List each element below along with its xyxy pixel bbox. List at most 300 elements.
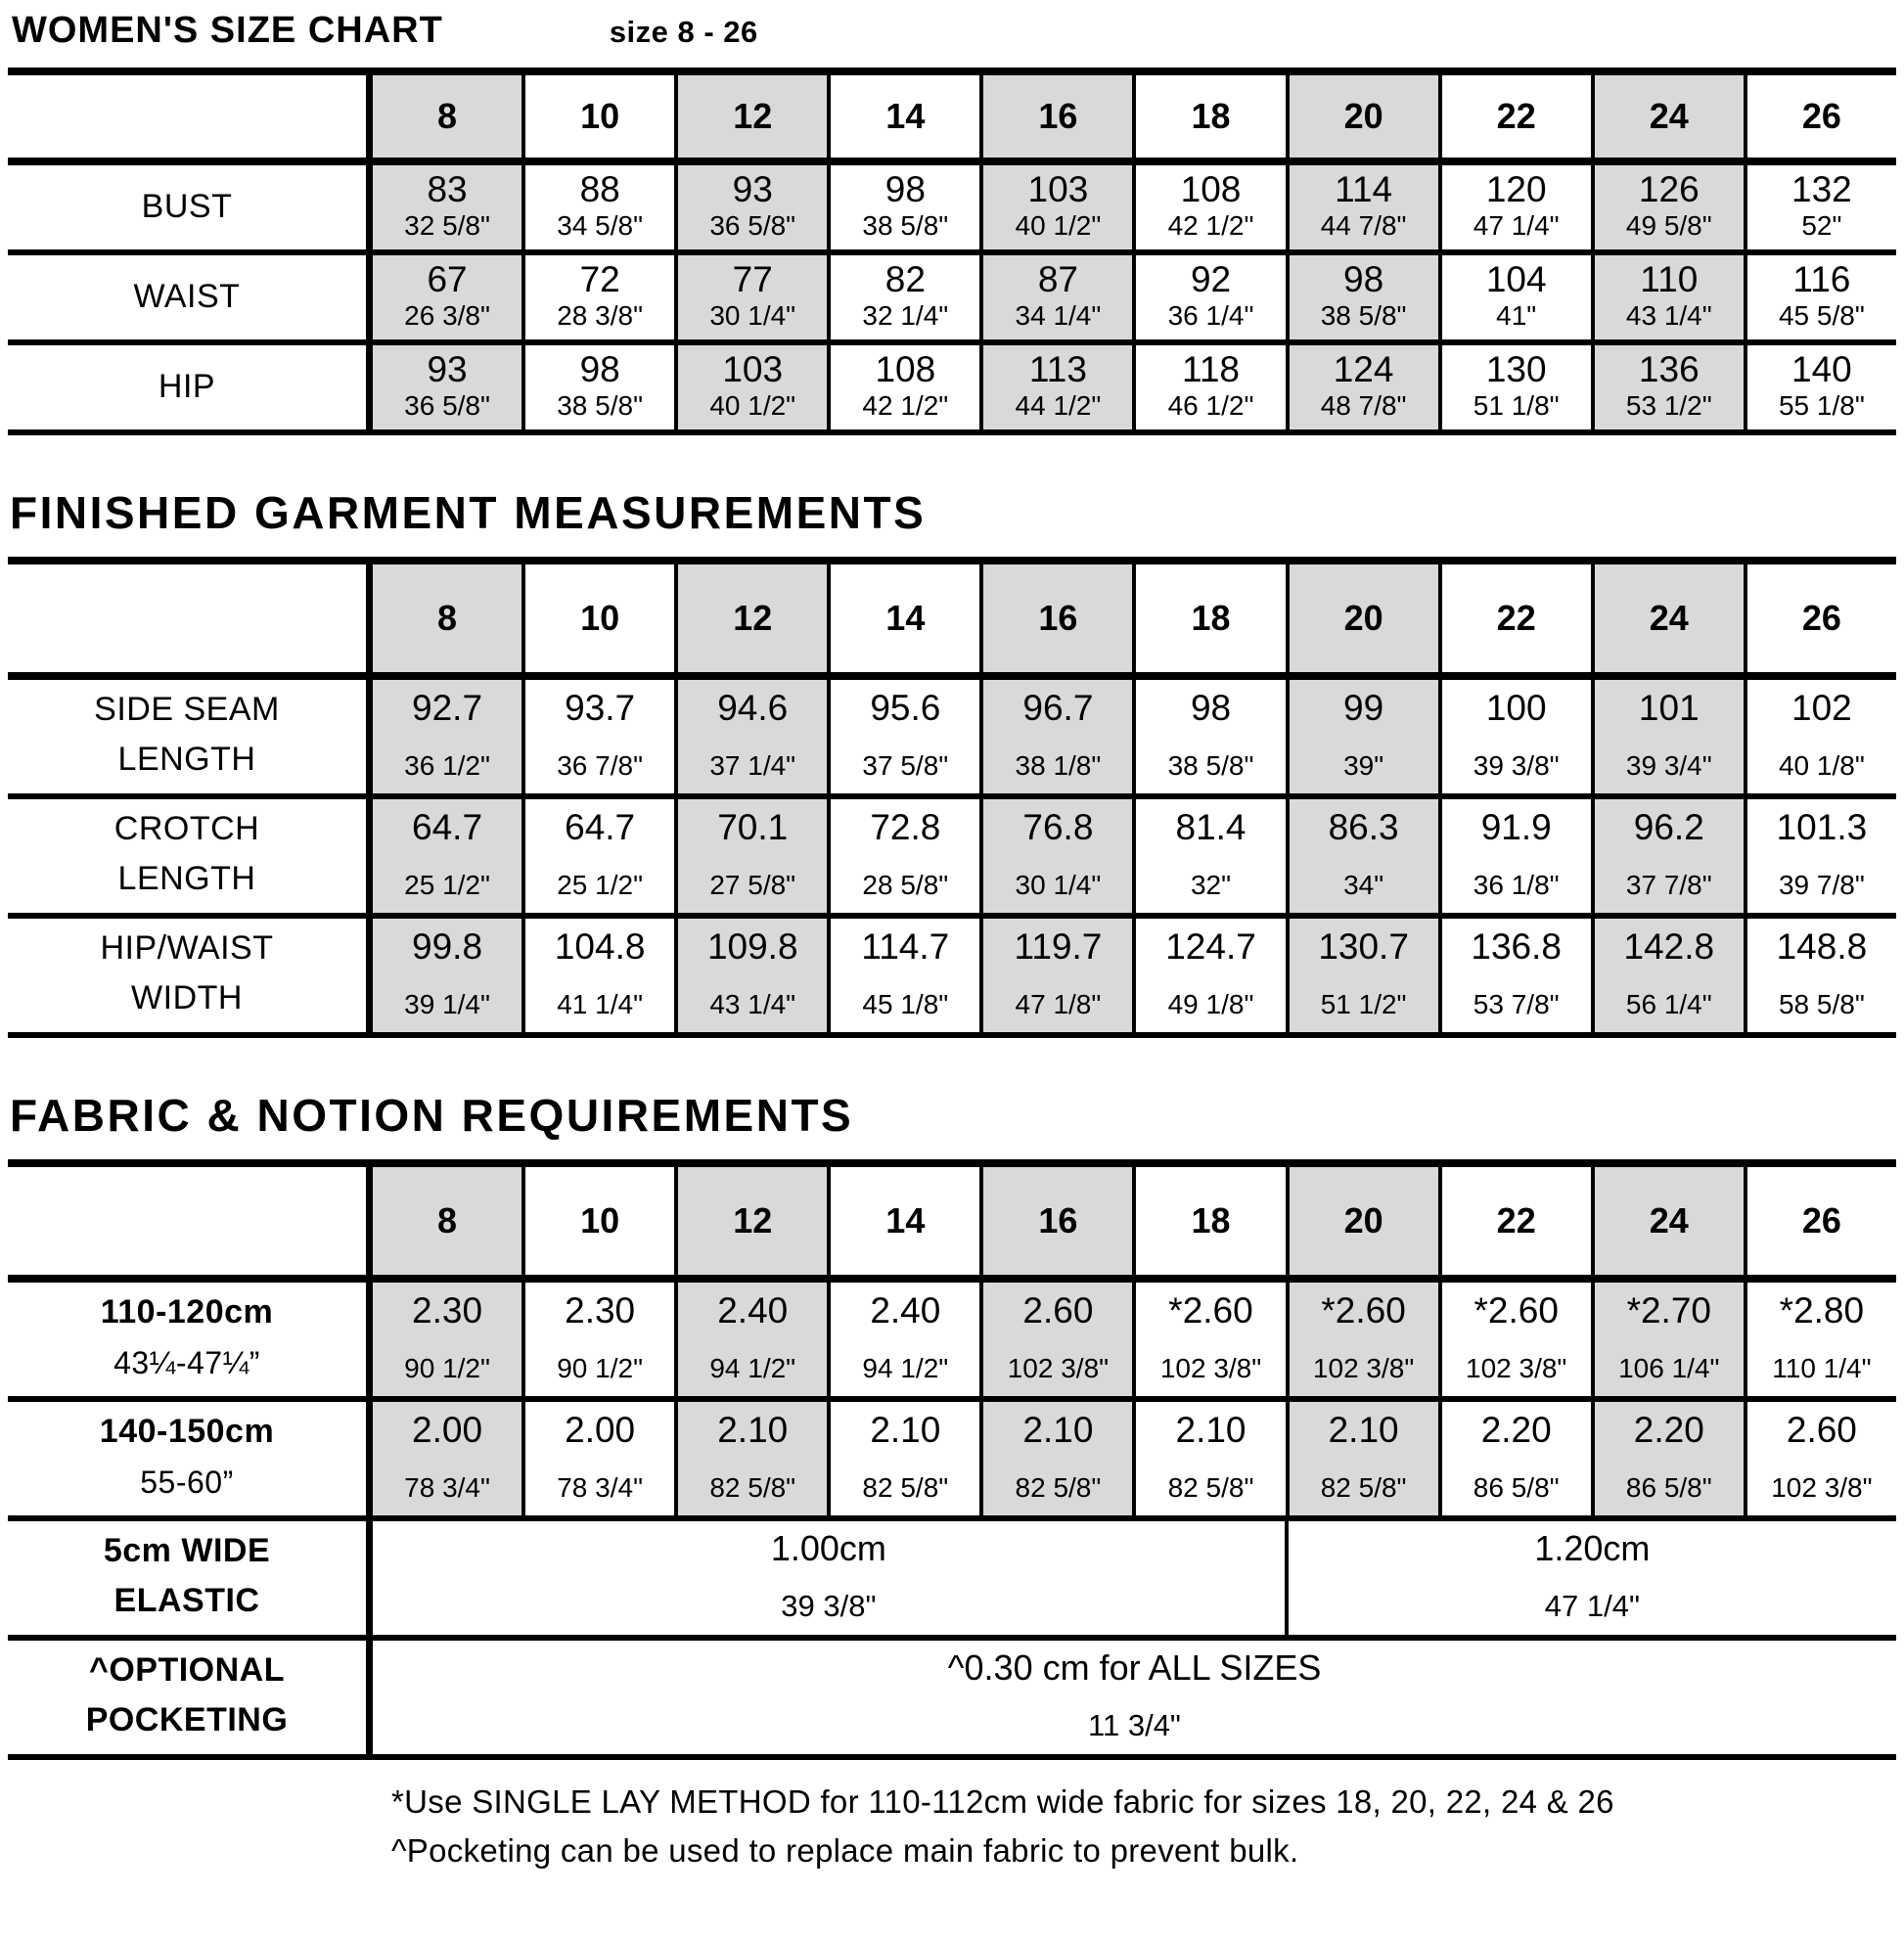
measurement-cell xyxy=(521,799,674,913)
measurement-cell xyxy=(1591,255,1744,339)
size-column-header-14 xyxy=(827,564,979,672)
row-label-cell xyxy=(8,255,366,339)
measurement-cell xyxy=(366,345,521,429)
metric-value: *2.60 xyxy=(1168,1290,1253,1331)
size-column-header-20 xyxy=(1286,564,1438,672)
row-label-inches-range: 55-60” xyxy=(140,1464,234,1500)
measurement-cell xyxy=(827,680,979,793)
row-label-elastic: ELASTIC xyxy=(113,1581,260,1619)
metric-value: 130 xyxy=(1485,349,1547,389)
measurement-cell xyxy=(674,165,827,249)
size-column-header-26 xyxy=(1744,564,1896,672)
document-header xyxy=(12,10,1896,52)
metric-value: 104.8 xyxy=(554,926,646,967)
metric-value: 103 xyxy=(1027,169,1089,209)
measurement-cell xyxy=(1132,680,1285,793)
imperial-value: 27 5/8" xyxy=(709,870,796,900)
metric-value: 81.4 xyxy=(1175,807,1247,847)
imperial-value: 37 1/4" xyxy=(709,750,796,781)
metric-value: 104 xyxy=(1485,259,1547,299)
size-column-header-8 xyxy=(366,75,521,158)
waist-row xyxy=(8,255,1896,345)
imperial-value: 45 1/8" xyxy=(862,989,949,1019)
imperial-value: 38 5/8" xyxy=(862,210,949,241)
measurement-cell xyxy=(521,255,674,339)
row-label-cell xyxy=(8,1641,366,1754)
measurement-cell xyxy=(827,919,979,1032)
row-label-bust: BUST xyxy=(141,188,233,226)
row-label-length: LENGTH xyxy=(117,859,256,897)
metric-value: 72 xyxy=(579,259,620,299)
metric-value: 119.7 xyxy=(1014,926,1103,967)
measurement-cell xyxy=(1438,345,1591,429)
measurement-cell xyxy=(1438,1283,1591,1396)
row-label-hip: HIP xyxy=(158,368,216,406)
size-label: 8 xyxy=(437,1200,458,1241)
imperial-value: 30 1/4" xyxy=(1015,870,1102,900)
imperial-value: 47 1/4" xyxy=(1473,210,1560,241)
metric-value: 82 xyxy=(884,259,926,299)
imperial-value: 39" xyxy=(1343,750,1384,781)
size-label: 16 xyxy=(1038,1200,1078,1241)
size-header-row xyxy=(8,564,1896,680)
measurement-cell xyxy=(1744,1402,1896,1515)
measurement-cell xyxy=(1438,1402,1591,1515)
metric-value: 70.1 xyxy=(717,807,789,847)
measurement-cell xyxy=(979,255,1132,339)
measurement-cell xyxy=(1286,345,1438,429)
row-label-crotch: CROTCH xyxy=(113,810,260,847)
elastic-row xyxy=(8,1521,1896,1641)
size-column-header-12 xyxy=(674,1167,827,1275)
size-label: 18 xyxy=(1191,1200,1231,1241)
measurement-cell xyxy=(1591,1402,1744,1515)
size-label: 22 xyxy=(1496,1200,1536,1241)
metric-value: 2.10 xyxy=(1328,1410,1399,1450)
imperial-value: 36 1/4" xyxy=(1167,300,1254,331)
metric-value: 2.30 xyxy=(565,1290,636,1331)
measurement-cell xyxy=(979,799,1132,913)
imperial-value: 49 5/8" xyxy=(1625,210,1712,241)
metric-value: 77 xyxy=(732,259,773,299)
finished-garment-heading: FINISHED GARMENT MEASUREMENTS xyxy=(10,487,927,538)
measurement-cell xyxy=(366,1283,521,1396)
imperial-value: 38 5/8" xyxy=(1167,750,1254,781)
measurement-cell xyxy=(1744,919,1896,1032)
metric-value: 130.7 xyxy=(1318,926,1409,967)
imperial-value: 36 5/8" xyxy=(404,390,490,421)
metric-value: 95.6 xyxy=(870,688,941,728)
metric-value: 118 xyxy=(1182,349,1241,389)
measurement-cell xyxy=(1438,165,1591,249)
measurement-cell xyxy=(979,1402,1132,1515)
bust-row xyxy=(8,165,1896,255)
metric-value: 92.7 xyxy=(412,688,483,728)
optional-pocketing-row xyxy=(8,1641,1896,1760)
imperial-value: 90 1/2" xyxy=(404,1353,490,1383)
footnote-single-lay-method: *Use SINGLE LAY METHOD for 110-112cm wide fabric for sizes 18, 20, 22, 24 & 26 xyxy=(391,1783,1614,1820)
size-column-header-22 xyxy=(1438,75,1591,158)
size-column-header-26 xyxy=(1744,75,1896,158)
measurement-cell xyxy=(366,799,521,913)
metric-value: 113 xyxy=(1028,349,1087,389)
imperial-value: 36 7/8" xyxy=(557,750,644,781)
metric-value: 120 xyxy=(1485,169,1547,209)
metric-value: 2.60 xyxy=(1022,1290,1094,1331)
size-column-header-10 xyxy=(521,75,674,158)
row-label-cell xyxy=(8,919,366,1032)
imperial-value: 49 1/8" xyxy=(1167,989,1254,1019)
imperial-value: 52" xyxy=(1801,210,1842,241)
metric-value: 132 xyxy=(1791,169,1852,209)
row-label-waist: WAIST xyxy=(133,278,241,316)
metric-value: 2.40 xyxy=(870,1290,941,1331)
measurement-cell xyxy=(366,919,521,1032)
size-label: 12 xyxy=(733,1200,773,1241)
measurement-cell xyxy=(1132,345,1285,429)
imperial-value: 102 3/8" xyxy=(1159,1353,1262,1383)
measurement-cell xyxy=(1591,345,1744,429)
imperial-value: 48 7/8" xyxy=(1320,390,1407,421)
row-label-5cm-wide: 5cm WIDE xyxy=(103,1532,271,1569)
measurement-cell xyxy=(674,919,827,1032)
measurement-cell xyxy=(1132,919,1285,1032)
imperial-value: 78 3/4" xyxy=(404,1472,490,1503)
metric-value: 92 xyxy=(1190,259,1232,299)
size-column-header-24 xyxy=(1591,564,1744,672)
row-label-inches-range: 43¼-47¼” xyxy=(113,1344,260,1380)
size-column-header-14 xyxy=(827,1167,979,1275)
measurement-cell xyxy=(979,165,1132,249)
imperial-value: 39 3/8" xyxy=(1473,750,1560,781)
metric-value: *2.60 xyxy=(1321,1290,1406,1331)
size-column-header-18 xyxy=(1132,75,1285,158)
imperial-value: 55 1/8" xyxy=(1778,390,1865,421)
row-label-cell xyxy=(8,1283,366,1396)
size-header-row xyxy=(8,75,1896,165)
imperial-value: 36 1/8" xyxy=(1473,870,1560,900)
imperial-value: 53 7/8" xyxy=(1473,989,1560,1019)
measurement-cell xyxy=(521,680,674,793)
metric-value: 103 xyxy=(722,349,784,389)
imperial-value: 78 3/4" xyxy=(557,1472,644,1503)
row-label-cell xyxy=(8,1521,366,1635)
size-label: 14 xyxy=(885,1200,926,1241)
metric-value: 67 xyxy=(427,259,468,299)
header-corner-cell xyxy=(8,1167,366,1275)
imperial-value: 39 7/8" xyxy=(1778,870,1865,900)
measurement-cell xyxy=(1286,1283,1438,1396)
footnotes xyxy=(8,1778,1896,1874)
measurement-cell xyxy=(366,1402,521,1515)
measurement-cell xyxy=(1744,255,1896,339)
header-corner-cell xyxy=(8,75,366,158)
size-column-header-18 xyxy=(1132,564,1285,672)
size-column-header-14 xyxy=(827,75,979,158)
imperial-value: 26 3/8" xyxy=(404,300,490,331)
imperial-value: 102 3/8" xyxy=(1771,1472,1873,1503)
fabric-notion-table xyxy=(8,1159,1896,1760)
metric-value: 1.20cm xyxy=(1534,1528,1651,1568)
measurement-cell xyxy=(1132,165,1285,249)
imperial-value: 106 1/4" xyxy=(1618,1353,1720,1383)
row-label-hip-waist: HIP/WAIST xyxy=(100,929,274,967)
metric-value: 142.8 xyxy=(1623,926,1715,967)
measurement-cell xyxy=(1286,799,1438,913)
size-label: 16 xyxy=(1038,96,1078,136)
size-label: 26 xyxy=(1801,598,1841,638)
size-column-header-24 xyxy=(1591,1167,1744,1275)
measurement-cell xyxy=(674,1283,827,1396)
metric-value: 124 xyxy=(1333,349,1394,389)
imperial-value: 42 1/2" xyxy=(1167,210,1254,241)
imperial-value: 25 1/2" xyxy=(404,870,490,900)
imperial-value: 82 5/8" xyxy=(862,1472,949,1503)
footnote-pocketing-note: ^Pocketing can be used to replace main fabric to prevent bulk. xyxy=(391,1831,1299,1869)
measurement-cell xyxy=(1744,680,1896,793)
metric-value: 100 xyxy=(1485,688,1547,728)
size-column-header-16 xyxy=(979,75,1132,158)
fabric-110-120cm-row xyxy=(8,1283,1896,1402)
size-header-row xyxy=(8,1167,1896,1283)
metric-value: 116 xyxy=(1792,259,1851,299)
metric-value: 2.10 xyxy=(870,1410,941,1450)
metric-value: 2.00 xyxy=(565,1410,636,1450)
row-label-110-120cm: 110-120cm xyxy=(100,1293,274,1331)
measurement-cell xyxy=(521,1402,674,1515)
imperial-value: 25 1/2" xyxy=(557,870,644,900)
size-label: 8 xyxy=(437,598,458,638)
metric-value: 93 xyxy=(427,349,468,389)
size-label: 24 xyxy=(1649,96,1689,136)
metric-value: 93 xyxy=(732,169,773,209)
metric-value: 96.7 xyxy=(1022,688,1094,728)
imperial-value: 36 5/8" xyxy=(709,210,796,241)
measurement-cell xyxy=(979,919,1132,1032)
metric-value: 76.8 xyxy=(1022,807,1094,847)
fabric-140-150cm-row xyxy=(8,1402,1896,1521)
imperial-value: 47 1/4" xyxy=(1544,1589,1640,1623)
size-column-header-22 xyxy=(1438,564,1591,672)
imperial-value: 42 1/2" xyxy=(862,390,949,421)
size-label: 12 xyxy=(733,96,773,136)
row-label-pocketing: POCKETING xyxy=(85,1700,289,1738)
metric-value: 136 xyxy=(1638,349,1700,389)
measurement-cell xyxy=(1744,799,1896,913)
measurement-cell xyxy=(1744,1283,1896,1396)
imperial-value: 38 5/8" xyxy=(557,390,644,421)
imperial-value: 38 5/8" xyxy=(1320,300,1407,331)
measurement-cell xyxy=(1286,255,1438,339)
measurement-cell xyxy=(1591,799,1744,913)
finished-garment-table xyxy=(8,557,1896,1038)
header-corner-cell xyxy=(8,564,366,672)
row-label-optional: ^OPTIONAL xyxy=(88,1651,286,1689)
measurement-cell xyxy=(1744,165,1896,249)
metric-value: 2.10 xyxy=(1175,1410,1247,1450)
imperial-value: 94 1/2" xyxy=(709,1353,796,1383)
imperial-value: 38 1/8" xyxy=(1015,750,1102,781)
metric-value: 2.10 xyxy=(717,1410,789,1450)
metric-value: *2.80 xyxy=(1779,1290,1865,1331)
metric-value: 101 xyxy=(1638,688,1700,728)
imperial-value: 32" xyxy=(1190,870,1232,900)
imperial-value: 56 1/4" xyxy=(1625,989,1712,1019)
size-label: 22 xyxy=(1496,96,1536,136)
size-label: 24 xyxy=(1649,1200,1689,1241)
metric-value: 98 xyxy=(1190,688,1232,728)
metric-value: 148.8 xyxy=(1776,926,1868,967)
measurement-cell xyxy=(827,345,979,429)
row-label-cell xyxy=(8,345,366,429)
imperial-value: 40 1/2" xyxy=(709,390,796,421)
elastic-value-sizes-8-18 xyxy=(366,1521,1285,1635)
row-label-cell xyxy=(8,165,366,249)
size-column-header-22 xyxy=(1438,1167,1591,1275)
size-column-header-12 xyxy=(674,564,827,672)
size-range-subtitle: size 8 - 26 xyxy=(609,15,758,49)
metric-value: *2.70 xyxy=(1626,1290,1711,1331)
measurement-cell xyxy=(827,255,979,339)
metric-value: 2.40 xyxy=(717,1290,789,1331)
measurement-cell xyxy=(1591,680,1744,793)
row-label-cell xyxy=(8,799,366,913)
measurement-cell xyxy=(366,165,521,249)
metric-value: 2.20 xyxy=(1633,1410,1704,1450)
size-label: 10 xyxy=(580,598,620,638)
size-label: 10 xyxy=(580,1200,620,1241)
imperial-value: 102 3/8" xyxy=(1466,1353,1567,1383)
hip-row xyxy=(8,345,1896,435)
size-label: 10 xyxy=(580,96,620,136)
metric-value: 72.8 xyxy=(870,807,941,847)
metric-value: 101.3 xyxy=(1776,807,1868,847)
metric-value: 109.8 xyxy=(706,926,798,967)
elastic-value-sizes-20-26 xyxy=(1285,1521,1896,1635)
row-label-140-150cm: 140-150cm xyxy=(99,1413,275,1450)
imperial-value: 34" xyxy=(1343,870,1384,900)
size-column-header-24 xyxy=(1591,75,1744,158)
imperial-value: 86 5/8" xyxy=(1473,1472,1560,1503)
imperial-value: 39 3/4" xyxy=(1625,750,1712,781)
measurement-cell xyxy=(1591,1283,1744,1396)
imperial-value: 40 1/8" xyxy=(1778,750,1865,781)
metric-value: 1.00cm xyxy=(770,1528,886,1568)
size-label: 14 xyxy=(885,598,926,638)
size-label: 20 xyxy=(1343,598,1383,638)
metric-value: 108 xyxy=(875,349,936,389)
measurement-cell xyxy=(1744,345,1896,429)
imperial-value: 44 1/2" xyxy=(1015,390,1102,421)
size-column-header-16 xyxy=(979,564,1132,672)
metric-value: 140 xyxy=(1791,349,1852,389)
metric-value: 2.10 xyxy=(1022,1410,1094,1450)
side-seam-length-row xyxy=(8,680,1896,799)
measurement-cell xyxy=(1132,1283,1285,1396)
metric-value: 93.7 xyxy=(565,688,636,728)
measurement-cell xyxy=(1438,255,1591,339)
size-label: 12 xyxy=(733,598,773,638)
measurement-cell xyxy=(979,680,1132,793)
page-title: WOMEN'S SIZE CHART xyxy=(12,10,443,51)
metric-value: 98 xyxy=(1343,259,1384,299)
size-column-header-10 xyxy=(521,1167,674,1275)
pocketing-imperial-value: 11 3/4" xyxy=(1088,1708,1181,1742)
measurement-cell xyxy=(827,165,979,249)
pocketing-value-all-sizes xyxy=(366,1641,1896,1754)
imperial-value: 102 3/8" xyxy=(1007,1353,1110,1383)
metric-value: 102 xyxy=(1791,688,1852,728)
metric-value: 64.7 xyxy=(565,807,636,847)
pocketing-metric-value: ^0.30 cm for ALL SIZES xyxy=(947,1647,1322,1688)
metric-value: 83 xyxy=(427,169,468,209)
imperial-value: 53 1/2" xyxy=(1625,390,1712,421)
metric-value: 110 xyxy=(1640,259,1699,299)
imperial-value: 90 1/2" xyxy=(557,1353,644,1383)
row-label-cell xyxy=(8,1402,366,1515)
measurement-cell xyxy=(827,1402,979,1515)
metric-value: 64.7 xyxy=(412,807,483,847)
size-column-header-20 xyxy=(1286,75,1438,158)
size-label: 26 xyxy=(1801,1200,1841,1241)
measurement-cell xyxy=(979,1283,1132,1396)
measurement-cell xyxy=(1438,919,1591,1032)
metric-value: 2.00 xyxy=(412,1410,483,1450)
metric-value: 98 xyxy=(579,349,620,389)
size-label: 22 xyxy=(1496,598,1536,638)
measurement-cell xyxy=(979,345,1132,429)
imperial-value: 39 1/4" xyxy=(404,989,490,1019)
imperial-value: 28 5/8" xyxy=(862,870,949,900)
size-column-header-12 xyxy=(674,75,827,158)
metric-value: 2.30 xyxy=(412,1290,483,1331)
imperial-value: 36 1/2" xyxy=(404,750,490,781)
imperial-value: 51 1/8" xyxy=(1473,390,1560,421)
measurement-cell xyxy=(366,680,521,793)
metric-value: *2.60 xyxy=(1473,1290,1559,1331)
imperial-value: 34 5/8" xyxy=(557,210,644,241)
imperial-value: 82 5/8" xyxy=(1015,1472,1102,1503)
imperial-value: 34 1/4" xyxy=(1015,300,1102,331)
hip-waist-width-row xyxy=(8,919,1896,1038)
imperial-value: 82 5/8" xyxy=(709,1472,796,1503)
fabric-notion-heading: FABRIC & NOTION REQUIREMENTS xyxy=(10,1090,854,1141)
imperial-value: 44 7/8" xyxy=(1320,210,1407,241)
size-label: 14 xyxy=(885,96,926,136)
size-column-header-20 xyxy=(1286,1167,1438,1275)
row-label-length: LENGTH xyxy=(117,740,256,778)
imperial-value: 40 1/2" xyxy=(1015,210,1102,241)
imperial-value: 102 3/8" xyxy=(1312,1353,1415,1383)
measurement-cell xyxy=(1132,1402,1285,1515)
imperial-value: 45 5/8" xyxy=(1778,300,1865,331)
size-column-header-8 xyxy=(366,1167,521,1275)
imperial-value: 46 1/2" xyxy=(1167,390,1254,421)
row-label-cell xyxy=(8,680,366,793)
measurement-cell xyxy=(1286,165,1438,249)
imperial-value: 32 1/4" xyxy=(862,300,949,331)
measurement-cell xyxy=(674,680,827,793)
metric-value: 126 xyxy=(1638,169,1700,209)
metric-value: 86.3 xyxy=(1328,807,1399,847)
crotch-length-row xyxy=(8,799,1896,919)
metric-value: 108 xyxy=(1180,169,1242,209)
imperial-value: 32 5/8" xyxy=(404,210,490,241)
size-label: 18 xyxy=(1191,96,1231,136)
measurement-cell xyxy=(1438,680,1591,793)
imperial-value: 41 1/4" xyxy=(557,989,644,1019)
metric-value: 99 xyxy=(1343,688,1384,728)
